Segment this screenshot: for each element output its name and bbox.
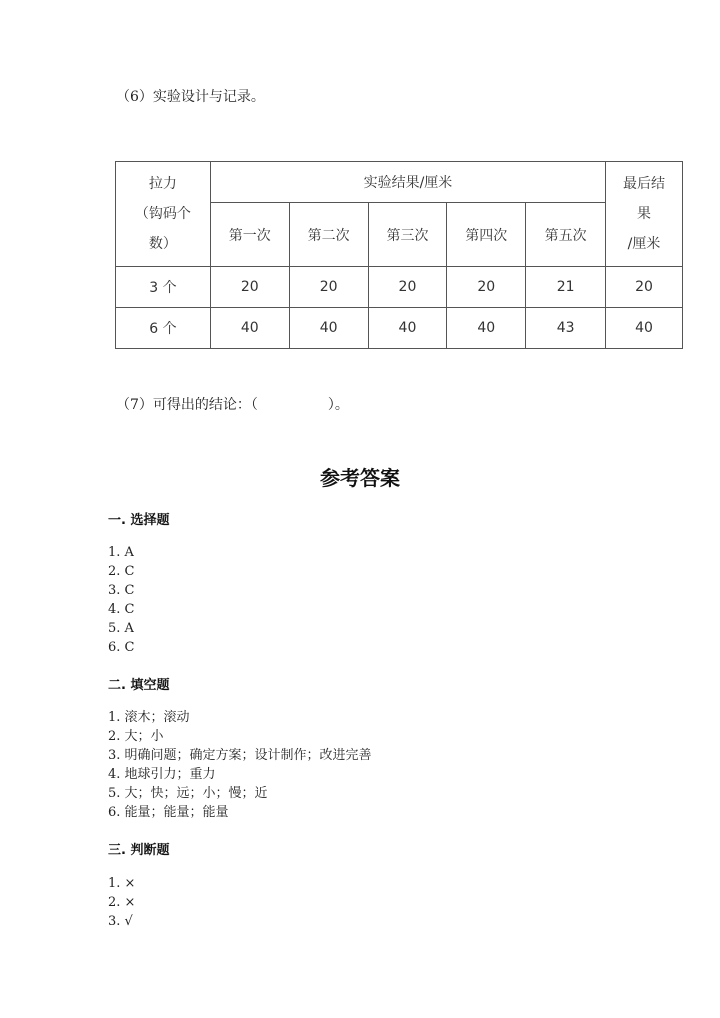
table-row (116, 308, 683, 349)
cell-value: 20 (210, 267, 289, 308)
list-item: 1. 滚木；滚动 (108, 710, 190, 725)
section-heading: 二. 填空题 (108, 678, 170, 693)
list-item: 6. C (108, 640, 135, 655)
cell-value: 20 (289, 267, 368, 308)
cell-value: 40 (210, 308, 289, 349)
header-force-line: 数） (148, 236, 177, 252)
cell-value: 43 (526, 308, 606, 349)
list-item: 1. A (108, 545, 134, 560)
section-heading: 一. 选择题 (108, 513, 170, 528)
list-item: 3. C (108, 583, 135, 598)
cell-value: 20 (447, 267, 526, 308)
header-results: 实验结果/厘米 (210, 162, 605, 203)
experiment-table (115, 161, 683, 349)
header-final (606, 162, 683, 267)
answer-list (108, 708, 372, 822)
header-trial: 第四次 (447, 203, 526, 267)
question-6: （6）实验设计与记录。 (116, 89, 265, 105)
header-trial: 第二次 (289, 203, 368, 267)
list-item: 3. √ (108, 914, 133, 929)
list-item: 6. 能量；能量；能量 (108, 805, 229, 820)
answer-list (108, 874, 135, 931)
header-final-line: 果 (637, 206, 652, 222)
cell-final: 20 (606, 267, 683, 308)
list-item: 3. 明确问题；确定方案；设计制作；改进完善 (108, 748, 372, 763)
list-item: 2. × (108, 895, 136, 910)
answer-list (108, 543, 134, 657)
list-item: 2. C (108, 564, 135, 579)
list-item: 2. 大；小 (108, 729, 164, 744)
header-force-line: （钩码个 (134, 206, 191, 222)
header-final-line: 最后结 (623, 176, 666, 192)
header-force (116, 162, 211, 267)
cell-value: 40 (289, 308, 368, 349)
section-heading: 三. 判断题 (108, 843, 170, 858)
cell-value: 21 (526, 267, 606, 308)
cell-final: 40 (606, 308, 683, 349)
cell-value: 40 (447, 308, 526, 349)
header-trial: 第一次 (210, 203, 289, 267)
header-trial: 第三次 (368, 203, 447, 267)
list-item: 4. 地球引力；重力 (108, 767, 216, 782)
list-item: 5. A (108, 621, 134, 636)
cell-force: 6 个 (116, 308, 211, 349)
list-item: 4. C (108, 602, 135, 617)
question-7: （7）可得出的结论：（ ）。 (116, 397, 349, 413)
cell-force: 3 个 (116, 267, 211, 308)
header-force-line: 拉力 (148, 176, 177, 192)
header-final-line: /厘米 (627, 236, 661, 252)
answers-title: 参考答案 (320, 466, 400, 490)
cell-value: 20 (368, 267, 447, 308)
list-item: 1. × (108, 876, 136, 891)
cell-value: 40 (368, 308, 447, 349)
table-row (116, 267, 683, 308)
header-trial: 第五次 (526, 203, 606, 267)
list-item: 5. 大；快；远；小；慢；近 (108, 786, 268, 801)
